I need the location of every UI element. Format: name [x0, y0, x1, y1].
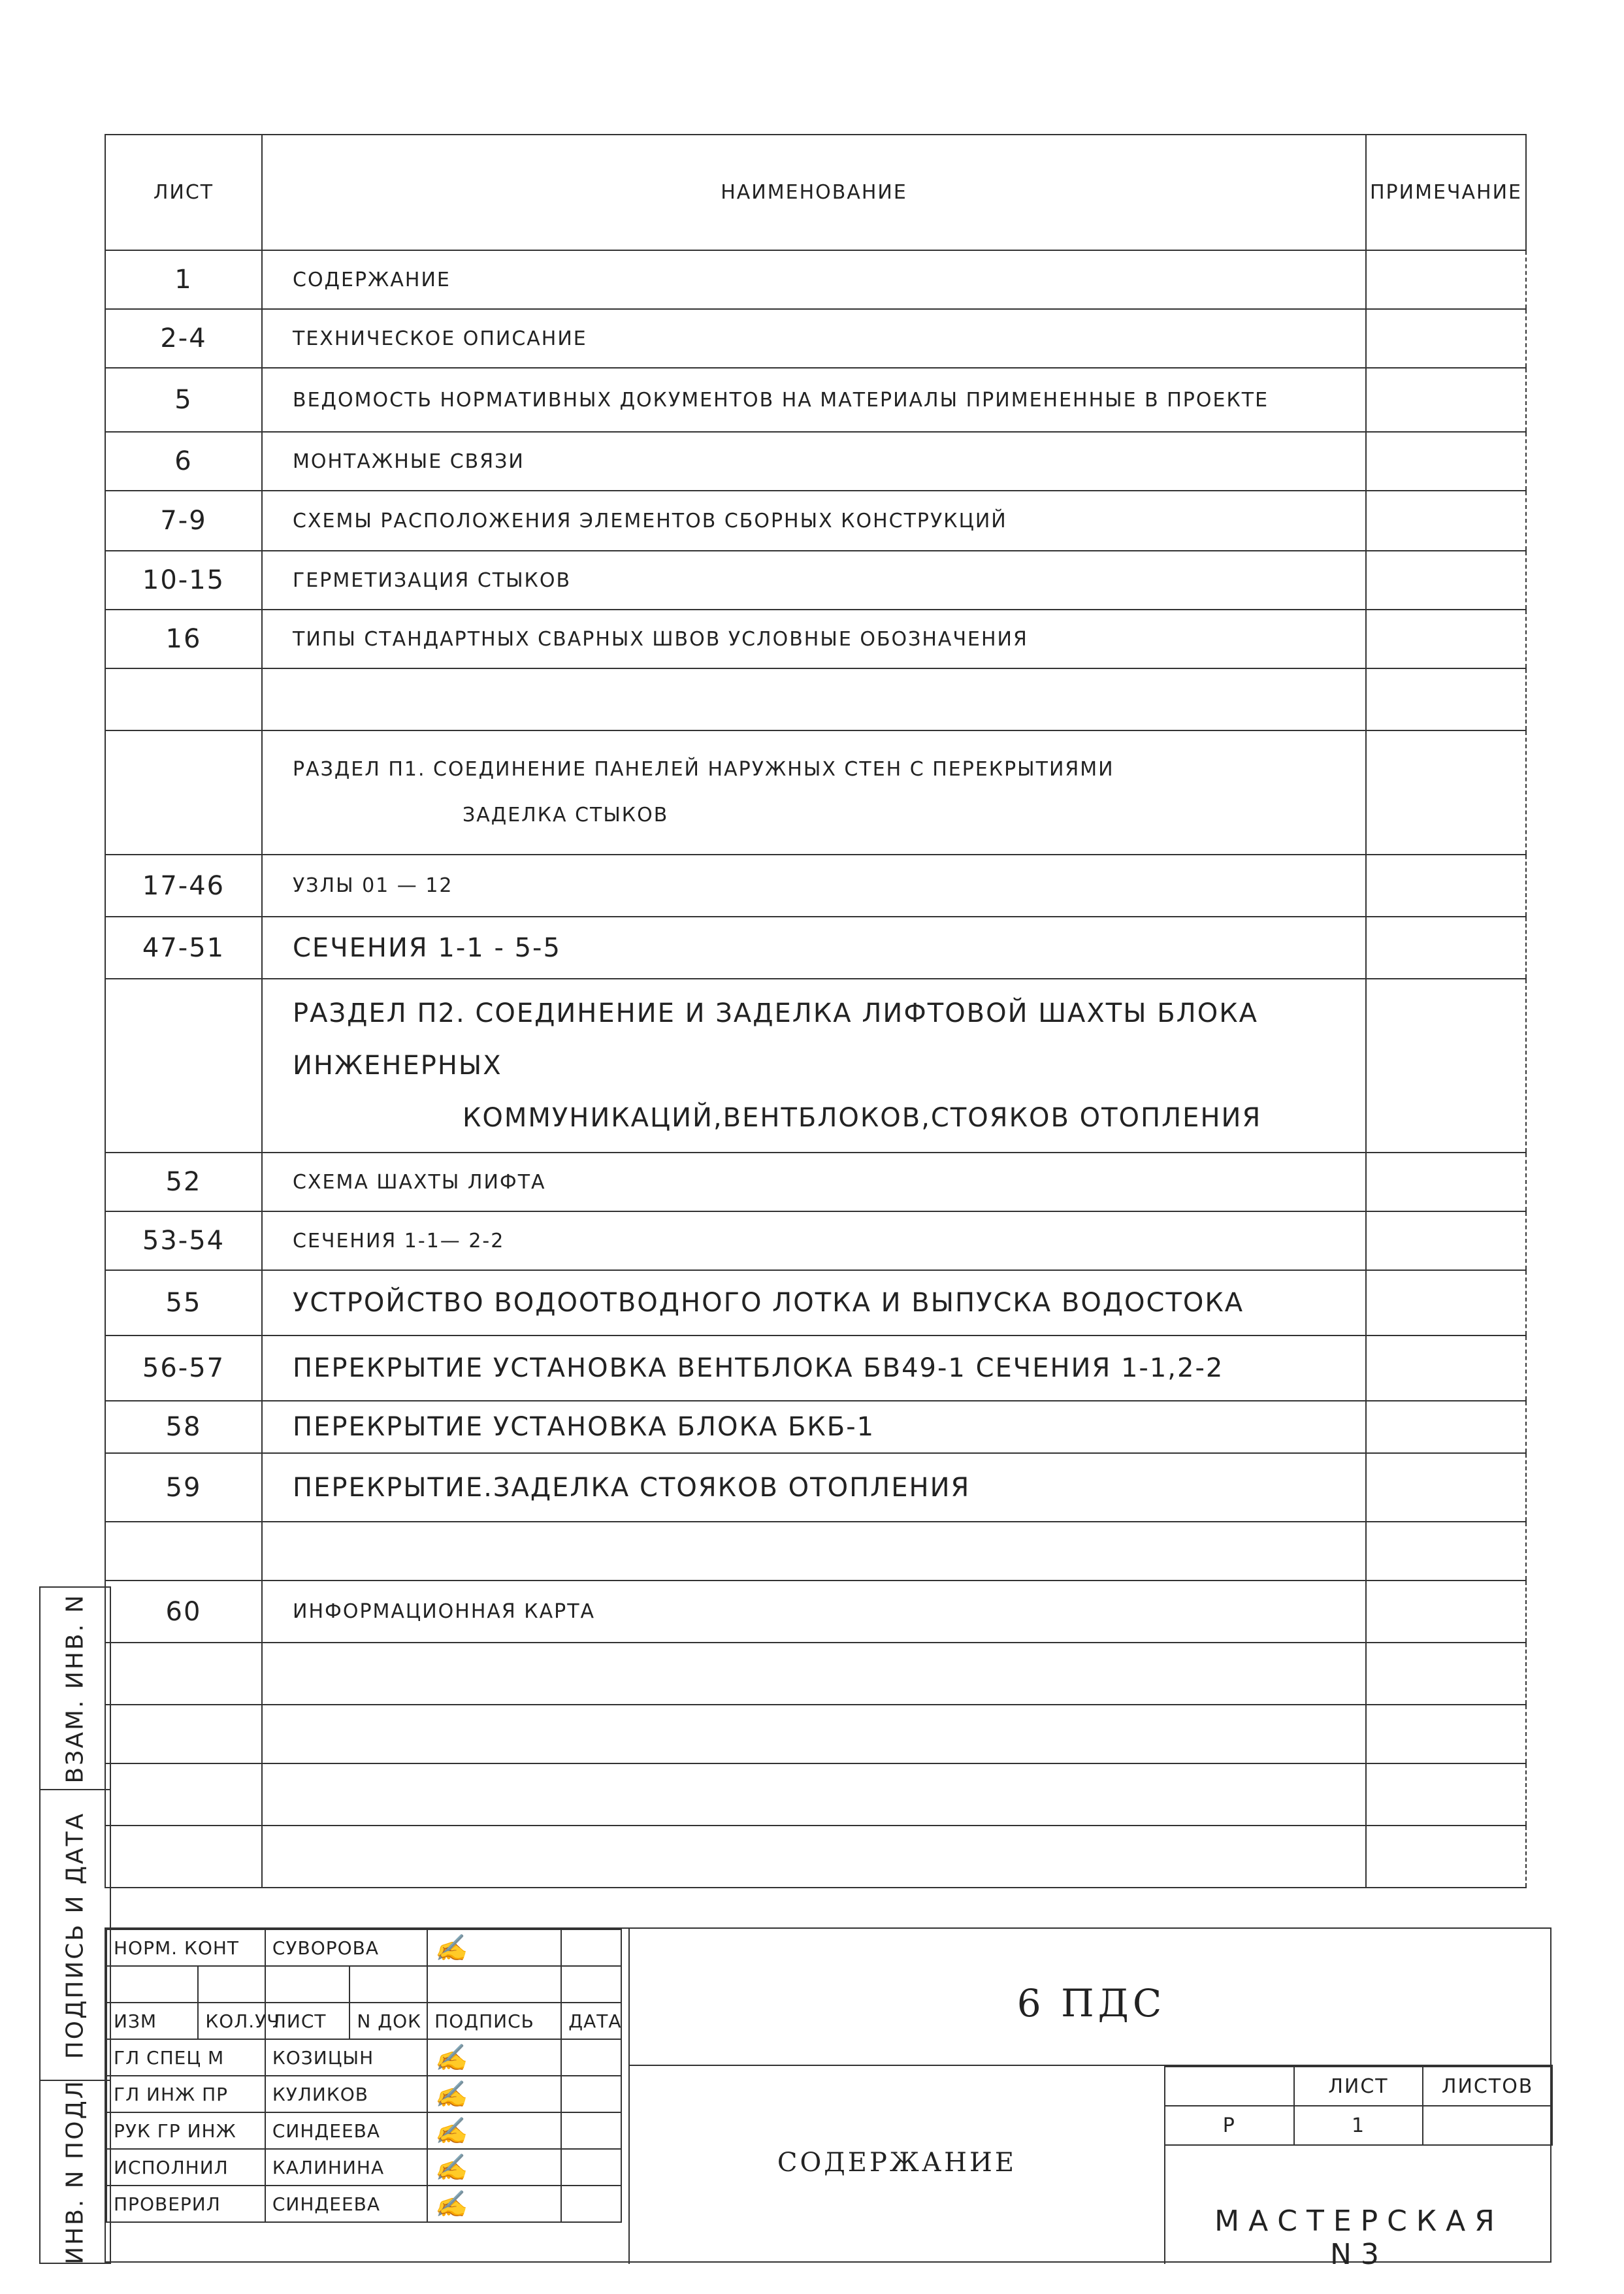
signature-mark: [427, 1929, 561, 1966]
sheet-label: ЛИСТ: [1294, 2067, 1423, 2106]
row-note: [1366, 1401, 1526, 1453]
person-name: КОЗИЦЫН: [265, 2039, 427, 2076]
row-sheet: 1: [105, 250, 262, 309]
col-signature: ПОДПИСЬ: [427, 2003, 561, 2039]
blank-row: [106, 1966, 621, 2003]
side-label-inv-orig: ИНВ. N ПОДЛ: [61, 2079, 89, 2265]
contents-header-row: [105, 135, 1526, 250]
row-note: [1366, 855, 1526, 917]
row-note: [1366, 1153, 1526, 1211]
sheet-value: 1: [1294, 2106, 1423, 2145]
section-1-line2: ЗАДЕЛКА СТЫКОВ: [463, 804, 669, 827]
header-sheet: ЛИСТ: [105, 135, 262, 250]
row-note: [1366, 917, 1526, 979]
row-name: [262, 1522, 1366, 1581]
section-2-line2: КОММУНИКАЦИЙ,ВЕНТБЛОКОВ,СТОЯКОВ ОТОПЛЕНИЯ: [463, 1103, 1262, 1133]
table-row: [105, 1335, 1526, 1401]
sheets-value: [1423, 2106, 1552, 2145]
col-sheet: ЛИСТ: [265, 2003, 350, 2039]
row-name: [262, 668, 1366, 730]
row-name: УСТРОЙСТВО ВОДООТВОДНОГО ЛОТКА И ВЫПУСКА ВОДОСТОКА: [262, 1270, 1366, 1335]
table-row: [105, 668, 1526, 730]
person-name: СИНДЕЕВА: [265, 2112, 427, 2149]
document-code-box: [628, 1929, 1553, 2066]
table-row: [105, 1453, 1526, 1522]
signature-table: [106, 1929, 622, 2223]
table-row: [105, 432, 1526, 491]
row-sheet: 7-9: [105, 491, 262, 551]
table-row: [105, 1270, 1526, 1335]
row-note: [1366, 1643, 1526, 1705]
section-2-line1: РАЗДЕЛ П2. СОЕДИНЕНИЕ И ЗАДЕЛКА ЛИФТОВОЙ ШАХТЫ БЛОКА ИНЖЕНЕРНЫХ: [293, 998, 1258, 1081]
row-sheet: 56-57: [105, 1335, 262, 1401]
section-2-heading: [262, 979, 1366, 1153]
person-row: [106, 2076, 621, 2112]
section-1-heading: [262, 730, 1366, 855]
row-note: [1366, 1453, 1526, 1522]
organization-box: [1164, 2144, 1553, 2271]
signature-icon: ✍: [434, 2116, 468, 2146]
signature-icon: ✍: [434, 2079, 468, 2110]
person-role: РУК ГР ИНЖ: [106, 2112, 265, 2149]
row-sheet: [105, 1522, 262, 1581]
table-row: [105, 610, 1526, 668]
person-row: [106, 2039, 621, 2076]
row-sheet: 10-15: [105, 551, 262, 610]
row-name: ТИПЫ СТАНДАРТНЫХ СВАРНЫХ ШВОВ УСЛОВНЫЕ ОБОЗНАЧЕНИЯ: [262, 610, 1366, 668]
side-label-sign-date: ПОДПИСЬ И ДАТА: [61, 1811, 89, 2059]
stage-value-row: [1165, 2106, 1552, 2145]
norm-control-label: НОРМ. КОНТ: [106, 1929, 265, 1966]
col-change: ИЗМ: [106, 2003, 198, 2039]
table-row: [105, 551, 1526, 610]
row-note: [1366, 1270, 1526, 1335]
row-sheet: 52: [105, 1153, 262, 1211]
row-sheet: [105, 1826, 262, 1888]
row-note: [1366, 250, 1526, 309]
table-row: [105, 1763, 1526, 1826]
row-note: [1366, 432, 1526, 491]
table-row: [105, 1581, 1526, 1643]
signature-header-row: [106, 2003, 621, 2039]
row-note: [1366, 309, 1526, 368]
row-note: [1366, 1211, 1526, 1270]
row-name: [262, 1705, 1366, 1763]
row-note: [1366, 551, 1526, 610]
document-title: СОДЕРЖАНИЕ: [777, 2148, 1017, 2178]
side-label-replaced-inv: ВЗАМ. ИНВ. N: [61, 1593, 89, 1784]
row-sheet: 59: [105, 1453, 262, 1522]
row-note: [1366, 368, 1526, 432]
row-note: [1366, 1522, 1526, 1581]
side-cell-replaced-inv: [40, 1587, 110, 1790]
row-sheet: 47-51: [105, 917, 262, 979]
row-name: ИНФОРМАЦИОННАЯ КАРТА: [262, 1581, 1366, 1643]
row-sheet: 17-46: [105, 855, 262, 917]
table-row: [105, 1705, 1526, 1763]
signature-icon: ✍: [434, 1933, 468, 1963]
row-sheet: 60: [105, 1581, 262, 1643]
section-row: [105, 730, 1526, 855]
norm-control-name: СУВОРОВА: [265, 1929, 427, 1966]
stage-value: Р: [1165, 2106, 1294, 2145]
row-sheet: 2-4: [105, 309, 262, 368]
table-row: [105, 491, 1526, 551]
row-sheet: 58: [105, 1401, 262, 1453]
stage-label: [1165, 2067, 1294, 2106]
row-name: ПЕРЕКРЫТИЕ.ЗАДЕЛКА СТОЯКОВ ОТОПЛЕНИЯ: [262, 1453, 1366, 1522]
contents-table: [105, 134, 1527, 1888]
person-row: [106, 2149, 621, 2186]
row-name: [262, 1826, 1366, 1888]
section-1-line1: РАЗДЕЛ П1. СОЕДИНЕНИЕ ПАНЕЛЕЙ НАРУЖНЫХ СТЕН С ПЕРЕКРЫТИЯМИ: [293, 758, 1114, 781]
col-count: КОЛ.УЧ: [198, 2003, 265, 2039]
person-role: ГЛ СПЕЦ М: [106, 2039, 265, 2076]
title-block: [105, 1927, 1551, 2271]
row-name: СЕЧЕНИЯ 1-1— 2-2: [262, 1211, 1366, 1270]
row-name: [262, 1643, 1366, 1705]
document-code: 6 ПДС: [1016, 1981, 1166, 2025]
row-note: [1366, 668, 1526, 730]
stage-header-row: [1165, 2067, 1552, 2106]
side-cell-inv-orig: [40, 2080, 110, 2263]
signature-icon: ✍: [434, 2152, 468, 2183]
header-name: НАИМЕНОВАНИЕ: [262, 135, 1366, 250]
row-name: СЕЧЕНИЯ 1-1 - 5-5: [262, 917, 1366, 979]
header-note: ПРИМЕЧАНИЕ: [1366, 135, 1526, 250]
table-row: [105, 917, 1526, 979]
row-name: ПЕРЕКРЫТИЕ УСТАНОВКА БЛОКА БКБ-1: [262, 1401, 1366, 1453]
side-cell-sign-date: [40, 1790, 110, 2080]
person-name: КУЛИКОВ: [265, 2076, 427, 2112]
norm-control-row: [106, 1929, 621, 1966]
row-sheet: 55: [105, 1270, 262, 1335]
organization-name: МАСТЕРСКАЯ N3: [1214, 2204, 1504, 2271]
row-name: СХЕМЫ РАСПОЛОЖЕНИЯ ЭЛЕМЕНТОВ СБОРНЫХ КОНСТРУКЦИЙ: [262, 491, 1366, 551]
row-note: [1366, 1705, 1526, 1763]
document-title-box: [628, 2066, 1164, 2264]
row-sheet: [105, 668, 262, 730]
row-note: [1366, 1763, 1526, 1826]
row-name: ВЕДОМОСТЬ НОРМАТИВНЫХ ДОКУМЕНТОВ НА МАТЕРИАЛЫ ПРИМЕНЕННЫЕ В ПРОЕКТЕ: [262, 368, 1366, 432]
row-sheet: 53-54: [105, 1211, 262, 1270]
person-role: ПРОВЕРИЛ: [106, 2186, 265, 2222]
person-name: КАЛИНИНА: [265, 2149, 427, 2186]
table-row: [105, 1401, 1526, 1453]
table-row: [105, 1826, 1526, 1888]
table-row: [105, 368, 1526, 432]
signature-icon: ✍: [434, 2189, 468, 2220]
table-row: [105, 1211, 1526, 1270]
row-note: [1366, 1335, 1526, 1401]
table-row: [105, 1522, 1526, 1581]
table-row: [105, 250, 1526, 309]
row-note: [1366, 610, 1526, 668]
row-sheet: [105, 1763, 262, 1826]
section-row: [105, 979, 1526, 1153]
table-row: [105, 855, 1526, 917]
row-name: СХЕМА ШАХТЫ ЛИФТА: [262, 1153, 1366, 1211]
sheets-label: ЛИСТОВ: [1423, 2067, 1552, 2106]
row-note: [1366, 491, 1526, 551]
row-name: СОДЕРЖАНИЕ: [262, 250, 1366, 309]
row-name: МОНТАЖНЫЕ СВЯЗИ: [262, 432, 1366, 491]
person-name: СИНДЕЕВА: [265, 2186, 427, 2222]
signature-icon: ✍: [434, 2042, 468, 2073]
row-name: ПЕРЕКРЫТИЕ УСТАНОВКА ВЕНТБЛОКА БВ49-1 СЕЧЕНИЯ 1-1,2-2: [262, 1335, 1366, 1401]
table-row: [105, 1643, 1526, 1705]
row-note: [1366, 1581, 1526, 1643]
col-doc-no: N ДОК: [349, 2003, 427, 2039]
table-row: [105, 309, 1526, 368]
row-name: ГЕРМЕТИЗАЦИЯ СТЫКОВ: [262, 551, 1366, 610]
row-name: [262, 1763, 1366, 1826]
table-row: [105, 1153, 1526, 1211]
person-role: ГЛ ИНЖ ПР: [106, 2076, 265, 2112]
col-date: ДАТА: [561, 2003, 621, 2039]
row-sheet: [105, 1705, 262, 1763]
person-row: [106, 2186, 621, 2222]
row-name: ТЕХНИЧЕСКОЕ ОПИСАНИЕ: [262, 309, 1366, 368]
side-strip: [39, 1586, 111, 2264]
person-row: [106, 2112, 621, 2149]
row-note: [1366, 1826, 1526, 1888]
row-sheet: 5: [105, 368, 262, 432]
row-name: УЗЛЫ 01 — 12: [262, 855, 1366, 917]
person-role: ИСПОЛНИЛ: [106, 2149, 265, 2186]
row-sheet: 16: [105, 610, 262, 668]
stage-table: [1164, 2066, 1553, 2146]
row-sheet: 6: [105, 432, 262, 491]
row-sheet: [105, 1643, 262, 1705]
